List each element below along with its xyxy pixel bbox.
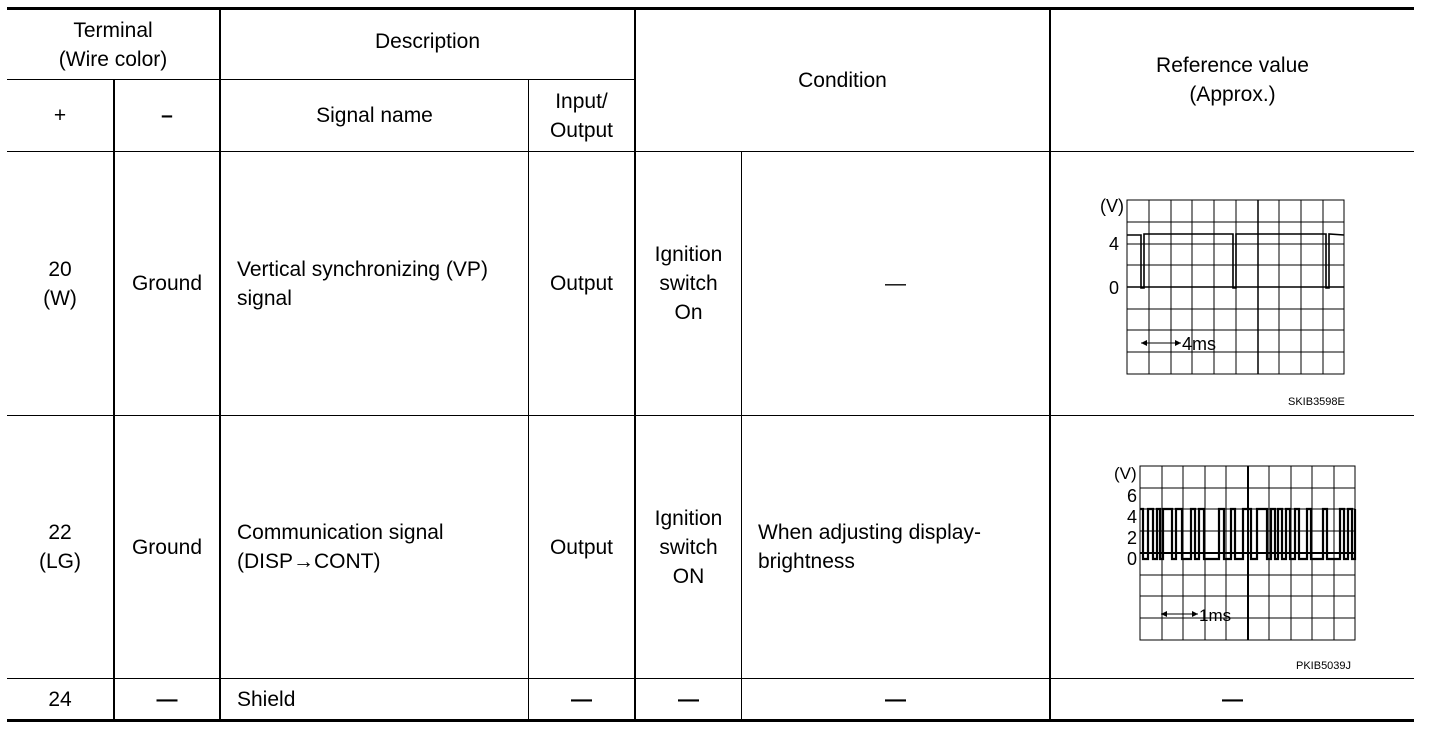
row3-condition-b: — — [885, 687, 906, 711]
comm-image-code: PKIB5039J — [1296, 660, 1352, 672]
row3-signal: Shield — [237, 687, 296, 711]
header-reference: Reference value (Approx.) — [1156, 53, 1309, 106]
row2-condition-a: Ignition switch ON — [654, 506, 723, 588]
row1-plus: 20 (W) — [43, 257, 77, 310]
vp-y-label-0: 0 — [1109, 278, 1120, 298]
terminal-table — [7, 7, 1414, 722]
row2-io: Output — [549, 535, 614, 559]
vp-y-label-4: 4 — [1109, 234, 1120, 254]
row3-minus: — — [156, 687, 178, 711]
row2-minus: Ground — [131, 535, 203, 559]
header-minus: – — [161, 104, 173, 127]
vp-image-code: SKIB3598E — [1288, 396, 1345, 408]
header-signal-name: Signal name — [316, 104, 433, 127]
header-terminal: Terminal (Wire color) — [58, 18, 168, 71]
row2-signal: Communication signal (DISP→CONT) — [237, 521, 444, 573]
comm-unit-label: (V) — [1114, 464, 1137, 483]
row3-condition-a: — — [678, 687, 699, 711]
comm-y-label-0: 0 — [1127, 549, 1138, 569]
row1-condition-a: Ignition switch On — [654, 243, 723, 324]
row2-condition-b: When adjusting display- brightness — [758, 521, 981, 573]
comm-y-label-6: 6 — [1127, 486, 1138, 506]
vp-time-label: 4ms — [1182, 334, 1217, 354]
comm-y-label-4: 4 — [1127, 507, 1138, 527]
row3-reference: — — [1222, 687, 1243, 711]
header-condition: Condition — [798, 69, 887, 92]
header-input-output: Input/ Output — [549, 89, 614, 142]
row3-plus: 24 — [48, 687, 72, 711]
comm-signal-waveform — [1051, 416, 1414, 678]
row1-condition-b: — — [885, 272, 906, 295]
vp-unit-label: (V) — [1100, 196, 1124, 216]
row3-io: — — [571, 687, 592, 711]
row1-io: Output — [549, 272, 614, 295]
vp-signal-waveform — [1051, 152, 1414, 415]
row1-minus: Ground — [131, 272, 203, 295]
row1-signal: Vertical synchronizing (VP) signal — [237, 257, 488, 310]
comm-y-label-2: 2 — [1127, 528, 1138, 548]
row2-plus: 22 (LG) — [39, 521, 81, 573]
header-description: Description — [374, 30, 481, 53]
comm-time-label: 1ms — [1199, 606, 1232, 625]
header-plus: + — [53, 104, 67, 127]
